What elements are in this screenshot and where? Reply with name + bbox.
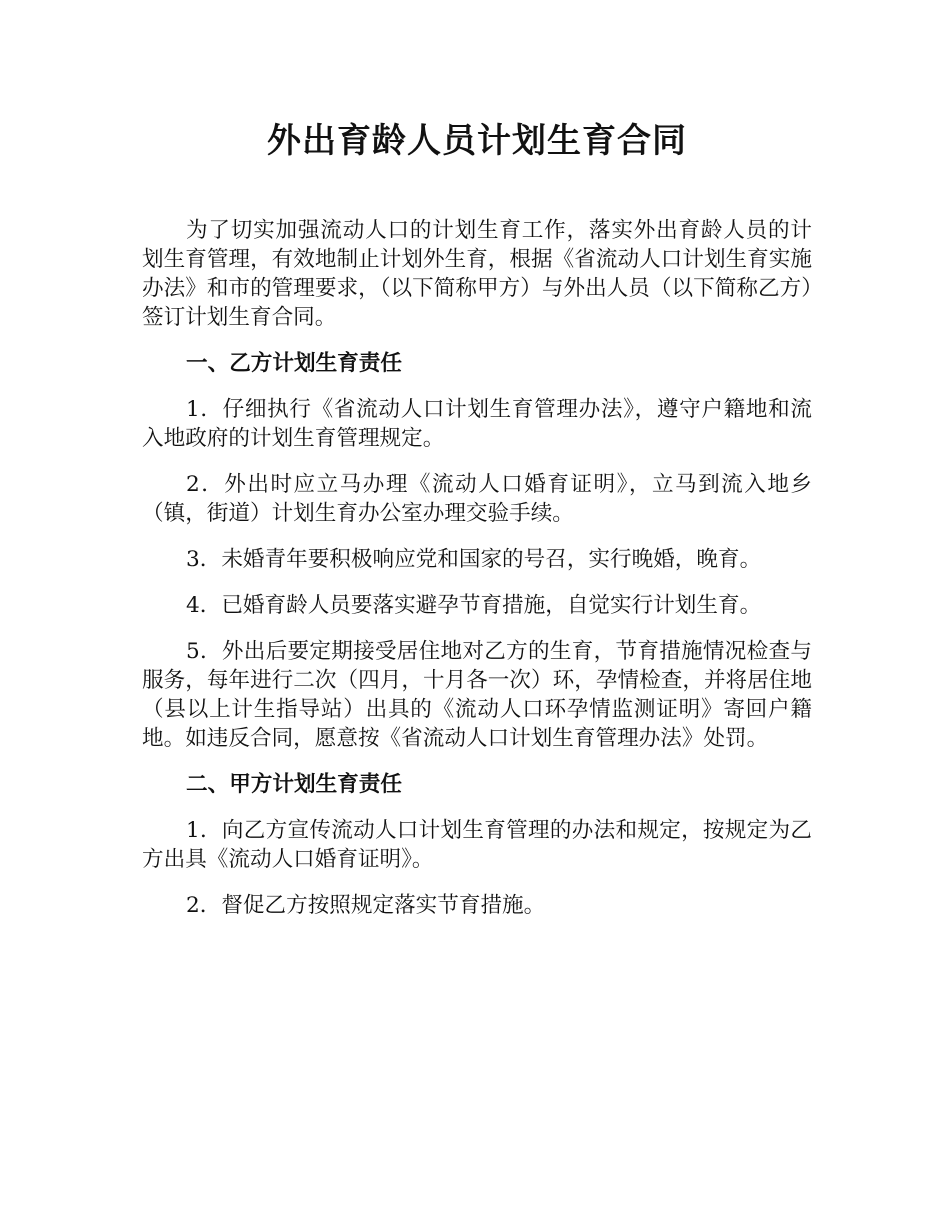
party-a-clause-2: 2．督促乙方按照规定落实节育措施。 [186, 893, 546, 918]
party-b-clause-4: 4．已婚育龄人员要落实避孕节育措施，自觉实行计划生育。 [186, 593, 762, 618]
section-heading-party-b: 一、乙方计划生育责任 [186, 351, 402, 376]
party-b-clause-3: 3．未婚青年要积极响应党和国家的号召，实行晚婚，晚育。 [186, 547, 762, 572]
party-b-clause-5: 5．外出后要定期接受居住地对乙方的生育，节育措施情况检查与服务，每年进行二次（四月，十月各一次）环，孕情检查，并将居住地（县以上计生指导站）出具的《流动人口环孕情监测证明》寄回户籍地。如违反合同，愿意按《省流动人口计划生育管理办法》处罚。 [142, 639, 812, 751]
document-title: 外出育龄人员计划生育合同 [267, 121, 687, 161]
party-b-clause-1: 1．仔细执行《省流动人口计划生育管理办法》，遵守户籍地和流入地政府的计划生育管理规定。 [142, 397, 812, 451]
section-heading-party-a: 二、甲方计划生育责任 [186, 772, 402, 797]
document-page [142, 118, 812, 937]
party-b-clause-2: 2．外出时应立马办理《流动人口婚育证明》，立马到流入地乡（镇，街道）计划生育办公室办理交验手续。 [142, 472, 812, 526]
party-a-clause-1: 1．向乙方宣传流动人口计划生育管理的办法和规定，按规定为乙方出具《流动人口婚育证明》。 [142, 818, 812, 872]
intro-paragraph: 为了切实加强流动人口的计划生育工作，落实外出育龄人员的计划生育管理，有效地制止计划外生育，根据《省流动人口计划生育实施办法》和市的管理要求，（以下简称甲方）与外出人员（以下简称乙方）签订计划生育合同。 [142, 218, 812, 330]
